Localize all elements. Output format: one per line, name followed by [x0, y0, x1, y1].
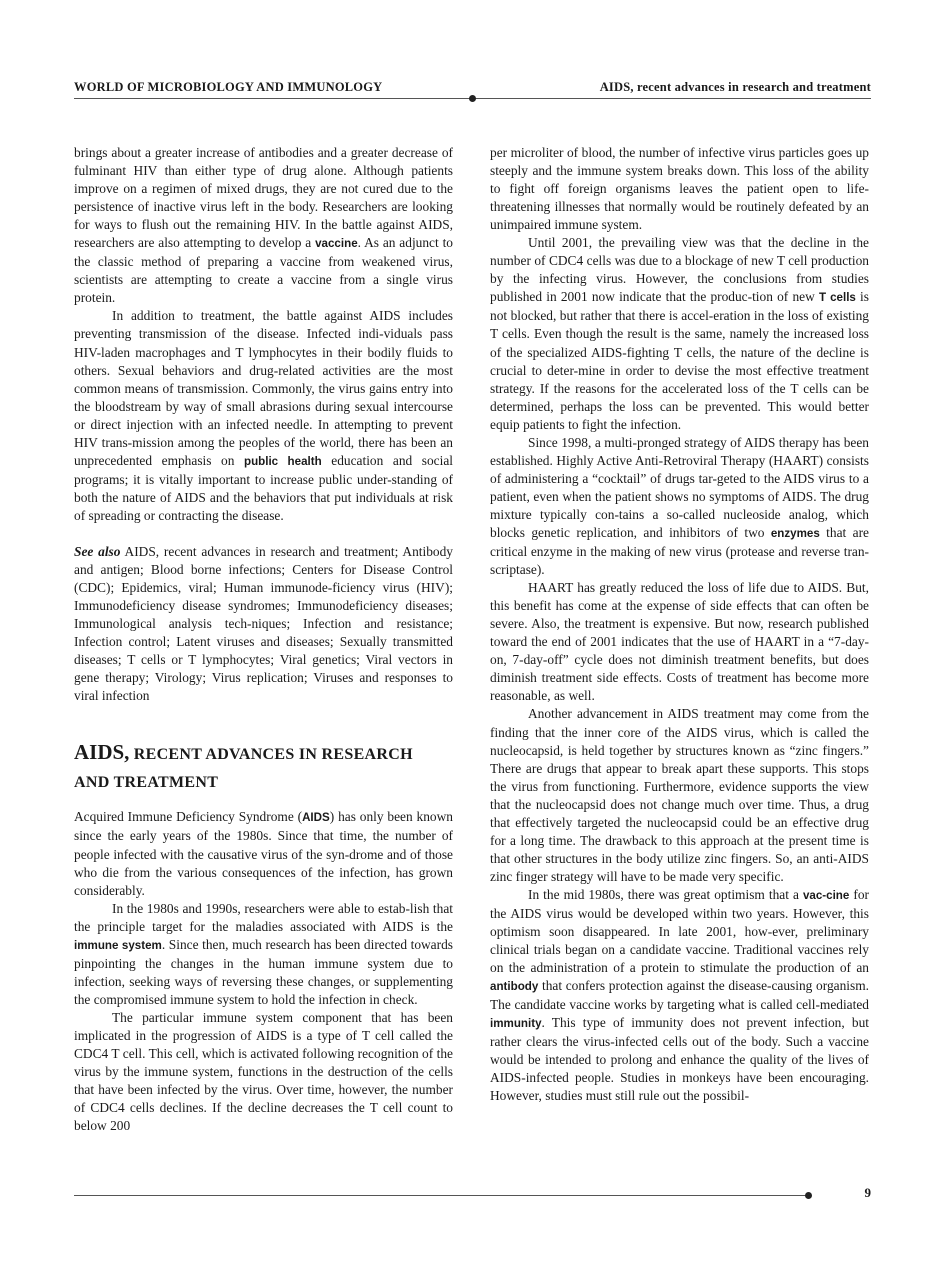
term-immune-system: immune system: [74, 938, 162, 952]
running-head-right: AIDS, recent advances in research and treatment: [599, 80, 871, 94]
text-run: . As an adjunct to the classic method of preparing a vaccine from weakened virus, scientists are attempting to create a vaccine from a single virus protein.: [74, 235, 453, 306]
text-run: is not blocked, but rather that there is accel-eration in the loss of existing T cells. Even though the result is the same, namely the increased loss of the specialized AIDS-fighting T cells, the nature of the decline is crucial to deter-mine in order to devise the most effective treatment strategy. If the reasons for the accelerated loss of the T cells can be determined, perhaps the loss can be prevented. This would better equip patients to fight the infection.: [490, 289, 869, 432]
text-run: that confers protection against the disease-causing organism. The candidate vaccine works by targeting what is called cell-mediated: [490, 978, 869, 1013]
text-run: In the 1980s and 1990s, researchers were able to estab-lish that the principle target for the maladies associated with AIDS is the: [74, 900, 453, 934]
see-also-label: See also: [74, 543, 121, 559]
text-run: . Since then, much research has been directed towards pinpointing the changes in the human immune system due to infection, seeking ways of reversing these changes, or supplementing the compromised immune system to hold the infection in check.: [74, 936, 453, 1007]
text-run: education and social programs; it is vitally important to increase public under-standing of both the nature of AIDS and the behaviors that put individuals at risk of spreading or contracting the disease.: [74, 452, 454, 523]
term-vaccine-2: vac-cine: [802, 888, 850, 902]
page-number: 9: [864, 1185, 871, 1200]
entry-title-line2: AND TREATMENT: [74, 774, 219, 792]
paragraph-prevention: [74, 307, 453, 525]
paragraph-haart-effects: HAART has greatly reduced the loss of life due to AIDS. But, this benefit has come at the expense of side effects that can often be severe. Also, the treatment is expensive. But now, research published toward the end of 2001 indicates that the use of HAART in a “7-day-on, 7-day-off” cycle does not diminish treatment benefits, but does diminish treatment side effects. Costs of treatment has become more reasonable, as well.: [490, 580, 869, 704]
text-run: In addition to treatment, the battle against AIDS includes preventing transmission of the disease. Infected indi-viduals pass HIV-laden macrophages and T lymphocytes in their bodily fluids to others. Sexual behaviors and drug-related activities are the most common means of transmission. Commonly, the virus gains entry into the bloodstream by way of small abrasions during sexual intercourse or direct injection with an infected needle. In attempting to prevent HIV trans-mission among the peoples of the world, there has been an unprecedented emphasis on: [74, 308, 453, 468]
header-rule-dot: [469, 95, 476, 102]
term-enzymes: enzymes: [770, 526, 820, 540]
term-immunity: immunity: [490, 1017, 542, 1031]
text-run: Until 2001, the prevailing view was that the decline in the number of CDC4 cells was due to a blockage of new T cell production by the infecting virus. However, the conclusions from studies published in 2001 now indicate that the produc-tion of new: [490, 235, 869, 305]
text-run: for the AIDS virus would be developed within two years. However, this optimism soon disappeared. In late 2001, how-ever, preliminary clinical trials began on a candidate vaccine. Traditional vaccines rely on the administration of a protein to stimulate the production of an: [490, 886, 869, 976]
paragraph-immune-breakdown: per microliter of blood, the number of infective virus particles goes up steeply and the immune system breaks down. This loss of the ability to fight off foreign organisms leaves the patient open to life-threatening illnesses that normally would be routinely defeated by an unimpaired immune system.: [490, 145, 869, 233]
footer-rule-dot: [805, 1192, 812, 1199]
entry-title-first: AIDS,: [74, 740, 130, 765]
term-t-cells: T cells: [818, 291, 856, 305]
term-vaccine: vaccine: [315, 237, 358, 251]
term-aids: AIDS: [302, 811, 330, 825]
text-run: Acquired Immune Deficiency Syndrome (: [74, 809, 303, 825]
text-run: ) has only been known since the early years of the 1980s. Since that time, the number of people infected with the causative virus of the syn-drome and of those who die from the various consequences of the infection, has grown considerably.: [74, 809, 453, 898]
paragraph-zinc-fingers: Another advancement in AIDS treatment may come from the finding that the inner core of the AIDS virus, which is called the nucleocapsid, is held together by structures known as “zinc fingers.” There are drugs that appear to break apart these supports. This stops the virus from functioning. Furthermore, evidence supports the view that the nucleocapsid does not change much over time. Thus, a drug that effectively targeted the nucleocapsid could be an effective drug for a long time. The drawback to this approach at the present time is that other structures in the body utilize zinc fingers. So, an anti-AIDS zinc finger strategy will have to be made very specific.: [490, 706, 869, 884]
right-column: [490, 144, 869, 1105]
text-run: Since 1998, a multi-pronged strategy of AIDS therapy has been established. Highly Active Anti-Retroviral Therapy (HAART) consists of administering a “cocktail” of drugs tar-geted to the AIDS virus to a patient, even when the patient shows no symptoms of AIDS. The drug mixture typically con-tains a so-called nucleoside analog, which blocks genetic replication, and inhibitors of two: [490, 434, 869, 540]
see-also-list: AIDS, recent advances in research and treatment; Antibody and antigen; Blood borne infections; Centers for Disease Control (CDC); Epidemics, viral; Human immunode-ficiency virus (HIV); Immunodeficiency disease syndromes; Immunodeficiency diseases; Immunological analysis tech-niques; Infection and resistance; Infection control; Latent viruses and diseases; Sexually transmitted diseases; T cells or T lymphocytes; Viral genetics; Viral vectors in gene therapy; Virology; Virus replication; Viruses and responses to viral infection: [74, 543, 453, 704]
term-antibody: antibody: [490, 980, 539, 994]
paragraph-immune-target: [74, 900, 453, 1009]
text-run: In the mid 1980s, there was great optimism that a: [528, 886, 803, 902]
paragraph-cdc4-cells: The particular immune system component that has been implicated in the progression of AIDS is a type of T cell called the CDC4 T cell. This cell, which is activated following recognition of the virus by the immune system, functions in the destruction of the cells that have been infected by the virus. Over time, however, the number of CDC4 cells declines. If the decline decreases the T cell count to below 200: [74, 1009, 453, 1134]
paragraph-t-cell-loss: [490, 234, 869, 434]
running-head-left: WORLD OF MICROBIOLOGY AND IMMUNOLOGY: [74, 80, 383, 94]
paragraph-vaccine-trials: [490, 886, 869, 1106]
paragraph-combination-therapy: [74, 144, 453, 307]
term-public-health: public health: [243, 454, 322, 468]
left-column: [74, 144, 453, 1135]
text-run: . This type of immunity does not prevent infection, but rather clears the virus-infected cells out of the body. Such a vaccine would be intended to prolong and enhance the quality of the lives of AIDS-infected people. Studies in monkeys have been encouraging. However, studies must still rule out the possibil-: [490, 1015, 869, 1104]
footer-rule: [74, 1195, 810, 1196]
paragraph-aids-intro: [74, 808, 453, 899]
entry-title: [74, 739, 453, 796]
entry-title-rest: RECENT ADVANCES IN RESEARCH: [129, 746, 413, 764]
paragraph-haart: [490, 434, 869, 579]
text-run: that are critical enzyme in the making of new virus (protease and reverse tran-scriptase).: [490, 524, 869, 578]
see-also: [74, 543, 453, 705]
text-run: brings about a greater increase of antibodies and a greater decrease of fulminant HIV than either type of drug alone. Although patients improve on a regimen of mixed drugs, they are not cured due to the persistence of inactive virus left in the body. Researchers are looking for ways to flush out the remaining HIV. In the battle against AIDS, researchers are also attempting to develop a: [74, 145, 453, 251]
